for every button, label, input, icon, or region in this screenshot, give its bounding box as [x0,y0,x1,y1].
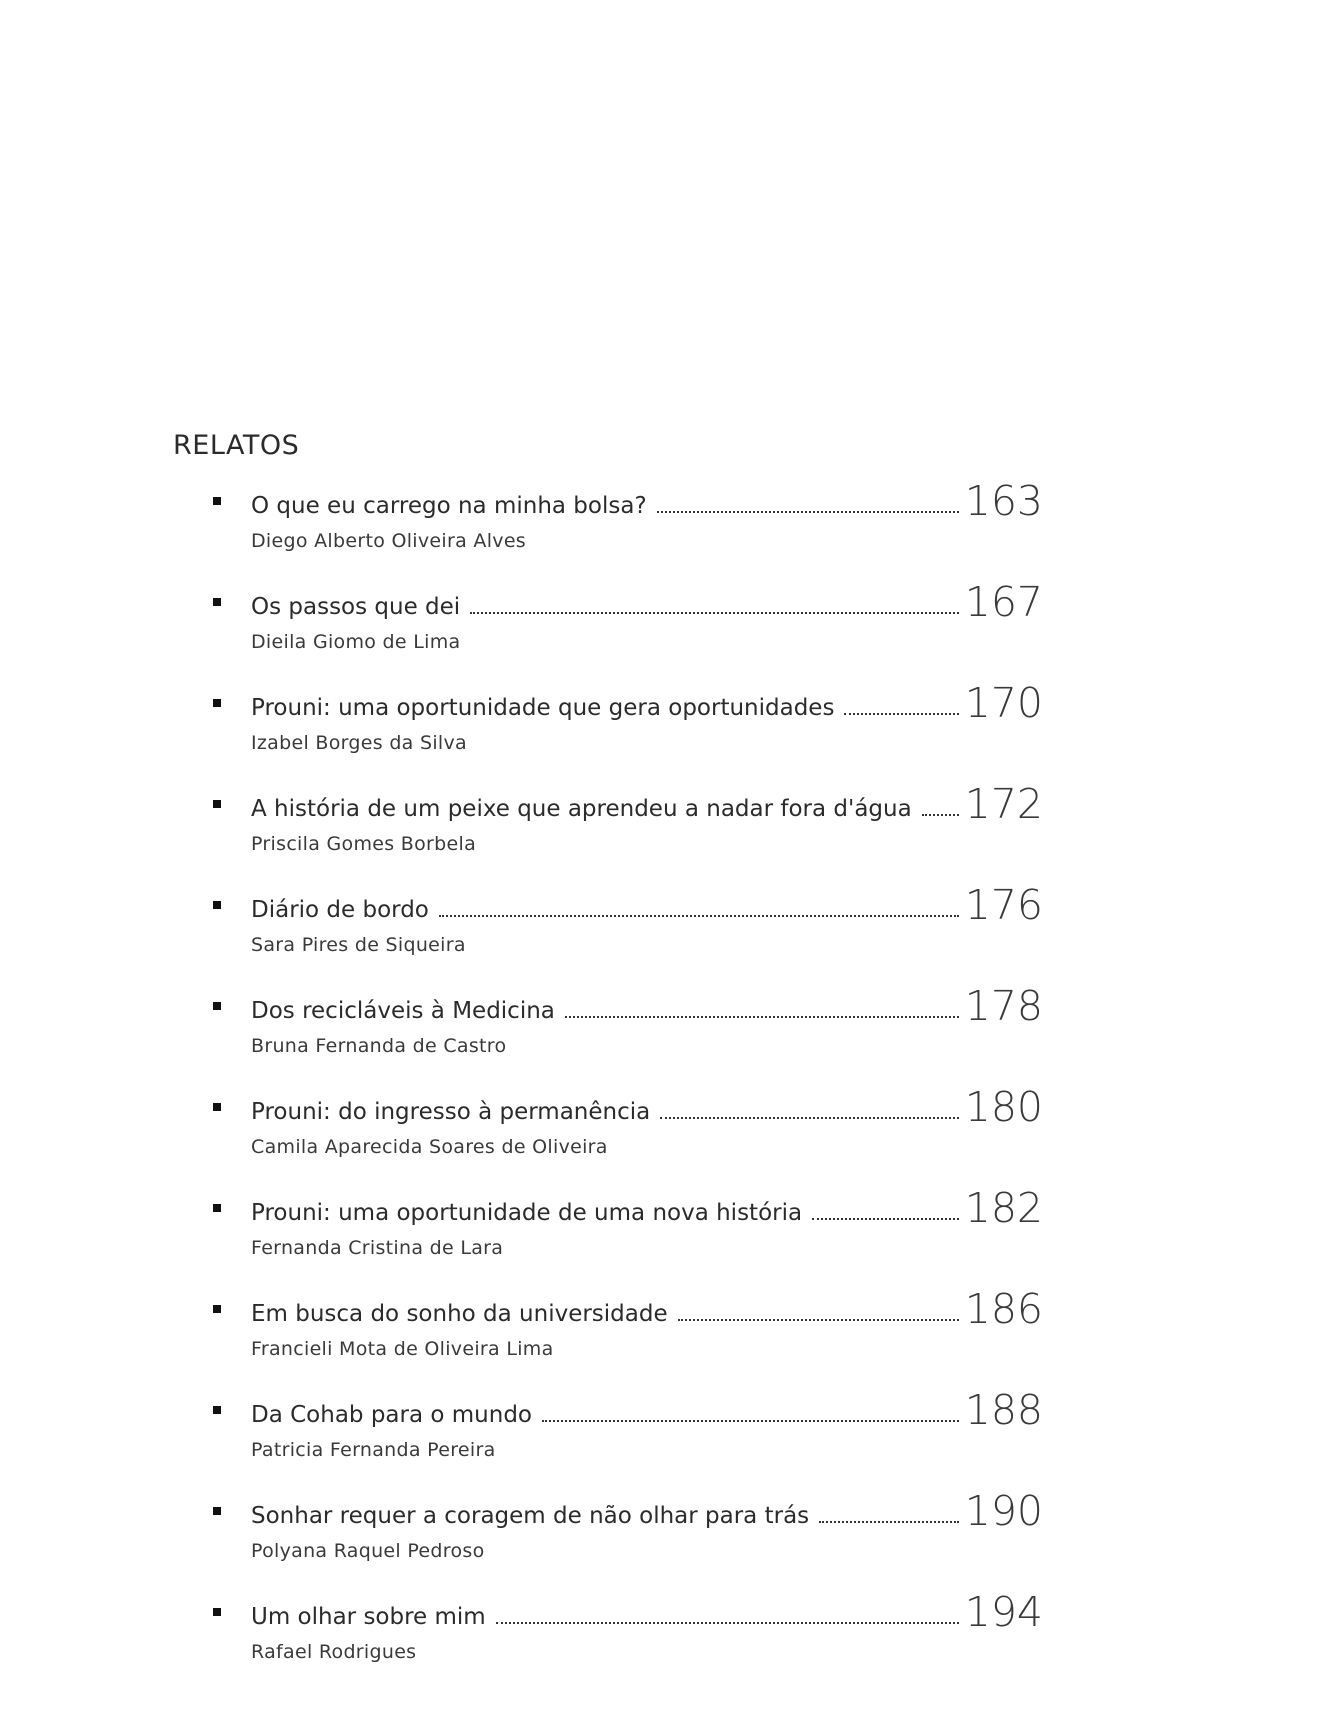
entry-author: Izabel Borges da Silva [251,732,467,754]
dot-leader [496,1622,959,1624]
dot-leader [844,713,958,715]
toc-entry[interactable] [213,1078,1043,1179]
bullet-icon [213,1406,221,1414]
dot-leader [922,814,959,816]
toc-entry[interactable] [213,1381,1043,1482]
entry-line [251,1381,1043,1434]
page-number: 188 [964,1386,1043,1434]
toc-entry[interactable] [213,573,1043,674]
entry-title: Prouni: uma oportunidade de uma nova história [251,1200,803,1226]
entry-author: Polyana Raquel Pedroso [251,1540,485,1562]
entry-line [251,775,1043,828]
section-title: RELATOS [173,430,300,461]
page-number: 167 [964,578,1043,626]
entry-title: Diário de bordo [251,897,429,923]
entry-line [251,1482,1043,1535]
entry-author: Dieila Giomo de Lima [251,631,461,653]
page-number: 170 [964,679,1043,727]
entry-line [251,573,1043,626]
entry-title: Dos recicláveis à Medicina [251,998,555,1024]
toc-entry[interactable] [213,1179,1043,1280]
entry-line [251,472,1043,525]
entry-line [251,876,1043,929]
bullet-icon [213,1002,221,1010]
dot-leader [565,1016,959,1018]
entry-author: Camila Aparecida Soares de Oliveira [251,1136,608,1158]
page-number: 176 [964,881,1043,929]
entry-line [251,977,1043,1030]
page-number: 163 [964,477,1043,525]
dot-leader [542,1420,959,1422]
toc-entry[interactable] [213,775,1043,876]
bullet-icon [213,699,221,707]
toc-entry[interactable] [213,1583,1043,1684]
entry-title: Sonhar requer a coragem de não olhar para trás [251,1503,810,1529]
entry-title: Prouni: do ingresso à permanência [251,1099,651,1125]
page-number: 194 [964,1588,1043,1636]
entry-title: Um olhar sobre mim [251,1604,486,1630]
bullet-icon [213,1608,221,1616]
bullet-icon [213,1507,221,1515]
bullet-icon [213,1305,221,1313]
bullet-icon [213,901,221,909]
dot-leader [439,915,959,917]
dot-leader [819,1521,959,1523]
page-number: 182 [964,1184,1043,1232]
entry-author: Diego Alberto Oliveira Alves [251,530,527,552]
dot-leader [657,511,959,513]
entry-title: Em busca do sonho da universidade [251,1301,668,1327]
entry-line [251,674,1043,727]
page-number: 190 [964,1487,1043,1535]
entry-author: Sara Pires de Siqueira [251,934,466,956]
bullet-icon [213,497,221,505]
page-number: 180 [964,1083,1043,1131]
toc-entry[interactable] [213,1280,1043,1381]
entry-author: Priscila Gomes Borbela [251,833,477,855]
page-number: 186 [964,1285,1043,1333]
entry-title: Da Cohab para o mundo [251,1402,532,1428]
entry-line [251,1179,1043,1232]
bullet-icon [213,1103,221,1111]
entry-line [251,1078,1043,1131]
toc-entry[interactable] [213,674,1043,775]
entry-title: Os passos que dei [251,594,461,620]
bullet-icon [213,1204,221,1212]
entry-title: O que eu carrego na minha bolsa? [251,493,647,519]
bullet-icon [213,800,221,808]
toc-entry[interactable] [213,1482,1043,1583]
entry-title: A história de um peixe que aprendeu a nadar fora d'água [251,796,912,822]
entry-title: Prouni: uma oportunidade que gera oportunidades [251,695,835,721]
entry-author: Rafael Rodrigues [251,1641,417,1663]
page-number: 172 [964,780,1043,828]
entry-author: Bruna Fernanda de Castro [251,1035,507,1057]
toc-entry[interactable] [213,977,1043,1078]
entry-author: Francieli Mota de Oliveira Lima [251,1338,554,1360]
dot-leader [678,1319,959,1321]
entry-line [251,1583,1043,1636]
entry-line [251,1280,1043,1333]
toc-entry[interactable] [213,876,1043,977]
bullet-icon [213,598,221,606]
toc-entry[interactable] [213,472,1043,573]
dot-leader [470,612,959,614]
table-of-contents [213,472,1043,1684]
dot-leader [812,1218,959,1220]
dot-leader [660,1117,959,1119]
entry-author: Patricia Fernanda Pereira [251,1439,496,1461]
page-number: 178 [964,982,1043,1030]
entry-author: Fernanda Cristina de Lara [251,1237,504,1259]
